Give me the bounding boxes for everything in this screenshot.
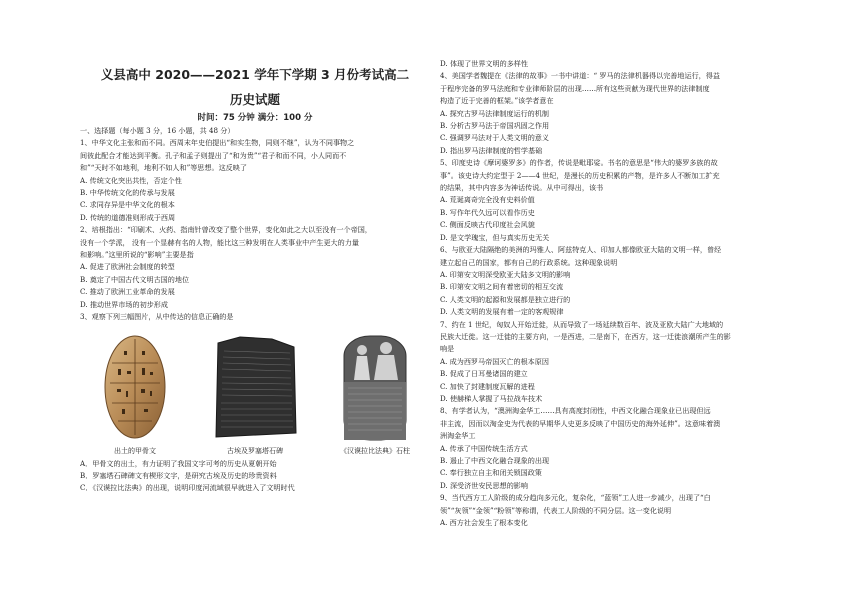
rosetta-stone-figure <box>200 332 310 456</box>
text-line: 响是 <box>440 344 455 354</box>
text-line: 7、约在 1 世纪，匈奴人开始迁徙，从而导致了一场延续数百年、波及亚欧大陆广大地域的 <box>440 319 724 329</box>
text-line: 非主流，因而以淘金史为代表的早期华人史更多反映了中国历史的海外延伸”。这意味着澳 <box>440 418 721 428</box>
option-d: D. 传统的道德准则形成于西周 <box>80 212 176 222</box>
option-c: C. 求同存异是中华文化的根本 <box>80 200 175 210</box>
text-line: D. 指出罗马法律制度的哲学基础 <box>440 145 543 155</box>
option-d: D. 推动世界市场的初步形成 <box>80 299 168 309</box>
question-2 <box>80 224 430 311</box>
caption: 出土的甲骨文 <box>114 446 156 455</box>
option-b: B. 中华传统文化的传承与发展 <box>80 188 175 198</box>
text-line: C. 强调罗马法对于人类文明的意义 <box>440 133 549 143</box>
text-line: A. 荒诞离奇完全没有史料价值 <box>440 195 535 205</box>
text-line: C. 人类文明的起源和发展都是独立进行的 <box>440 294 571 304</box>
text-line: D. 是文学瑰宝，但与真实历史无关 <box>440 232 550 242</box>
option-b: B. 奠定了中国古代文明古国的地位 <box>80 274 190 284</box>
text-line: A. 西方社会发生了根本变化 <box>440 518 528 528</box>
text-line: A. 成为西罗马帝国灭亡的根本原因 <box>440 356 549 366</box>
text-line: D. 深受济世安民思想的影响 <box>440 480 528 490</box>
question-text: 2、培根指出：“印刷术、火药、指南针曾改变了整个世界，变化如此之大以至没有一个帝国， <box>80 225 372 235</box>
option-a: A. 促进了欧洲社会制度的转型 <box>80 262 175 272</box>
text-line: C. 加快了封建制度瓦解的进程 <box>440 381 535 391</box>
option-a: A. 传统文化突出共性，否定个性 <box>80 175 182 185</box>
option-c: C．《汉谟拉比法典》的出现，说明印度河流域很早就进入了文明时代 <box>80 483 295 493</box>
hammurabi-stele-figure <box>320 332 430 456</box>
text-line: 的结果，其中内容多为神话传说。从中可得出，该书 <box>440 183 604 193</box>
question-text: 没有一个学派， 没有一个显赫有名的人物，能比这三种发明在人类事业中产生更大的力量 <box>80 237 359 247</box>
text-line: D. 使赫梯人掌握了马拉战车技术 <box>440 393 543 403</box>
text-line: 构造了近于完善的框架。”该学者意在 <box>440 96 554 106</box>
exam-title: 义县高中 2020——2021 学年下学期 3 月份考试高二 <box>100 67 410 82</box>
text-line: 于程序完备的罗马法庭和专业律师阶层的出现……所有这些贡献为现代世界的法律制度 <box>440 83 710 93</box>
text-line: B. 印第安文明之间有着密切的相互交流 <box>440 282 564 292</box>
text-line: C. 奉行独立自主和闭关锁国政策 <box>440 468 542 478</box>
hammurabi-stele-image <box>320 332 430 442</box>
text-line: 4、美国学者魏提在《法律的故事》一书中讲道：“ 罗马的法律机器得以完善地运行，得益 <box>440 71 720 81</box>
caption: 古埃及罗塞塔石碑 <box>227 446 283 455</box>
image-row <box>80 332 430 456</box>
caption: 《汉谟拉比法典》石柱 <box>340 446 410 455</box>
text-line: 8、有学者认为，“澳洲淘金华工……具有高度封闭性，中西文化融合现象业已出现但远 <box>440 406 711 416</box>
question-1 <box>80 137 430 224</box>
section-heading: 一、选择题（每小题 3 分，16 小题，共 48 分） <box>80 126 235 135</box>
text-line: 洲淘金华工 <box>440 431 476 441</box>
text-line: A. 印第安文明深受欧亚大陆多文明的影响 <box>440 269 571 279</box>
text-line: 领”“灰领”“金领”“粉领”等称谓，代表工人阶级的不同分层。这一变化说明 <box>440 505 672 515</box>
question-text: 和影响。”这里所说的“影响”主要是指 <box>80 250 194 260</box>
text-line: 6、与欧亚大陆隔绝的美洲的玛雅人、阿兹特克人、印加人都像欧亚大陆的文明一样，曾经 <box>440 245 722 255</box>
question-text: 间彼此配合才能达到平衡。孔子和孟子则提出了“和为贵”“君子和而不同，小人同而不 <box>80 150 347 160</box>
text-line: B. 促成了日耳曼诸国的建立 <box>440 369 528 379</box>
question-text: 和”“天时不如地利，地利不如人和”等思想。这反映了 <box>80 163 247 173</box>
oracle-bone-image <box>80 332 190 442</box>
option-a: A．甲骨文的出土，有力证明了我国文字可考的历史从夏朝开始 <box>80 458 277 468</box>
text-line: A. 传承了中国传统生活方式 <box>440 443 528 453</box>
text-line: B. 遏止了中西文化融合现象的出现 <box>440 456 550 465</box>
text-line: 事”。该史诗大约定型于 2——4 世纪，是漫长的历史积累的产物，是许多人不断加工扩充 <box>440 170 720 180</box>
text-line: 5、印度史诗《摩诃婆罗多》的作者，传说是毗耶娑。书名的意思是“伟大的婆罗多族的故 <box>440 158 718 168</box>
question-text: 1、中华文化主张和而不同。西周末年史伯提出“和实生物，同则不继”，认为不同事物之 <box>80 138 355 148</box>
exam-subject: 历史试题 <box>229 92 280 107</box>
option-c: C. 推动了欧洲工业革命的发展 <box>80 287 175 297</box>
text-line: 民族大迁徙。这一迁徙的主要方向，一是西进，二是南下，在西方，这一迁徙浪潮所产生的影 <box>440 331 731 341</box>
text-line: D. 人类文明的发展有着一定的客观规律 <box>440 307 564 317</box>
text-line: B. 分析古罗马法于帝国巩固之作用 <box>440 121 550 131</box>
time-score: 时间：75 分钟 满分：100 分 <box>197 113 313 123</box>
left-column <box>80 0 430 495</box>
text-line: C. 侧面反映古代印度社会风貌 <box>440 220 535 230</box>
question-text: 3、观察下列三幅图片，从中传达的信息正确的是 <box>80 312 234 322</box>
rosetta-stone-image <box>200 332 310 442</box>
text-line: D. 体现了世界文明的多样性 <box>440 59 528 68</box>
text-line: 建立起自己的国家，都有自己的行政系统。这种现象说明 <box>440 257 618 267</box>
option-b: B．罗塞塔石碑碑文有楔形文字，是研究古埃及历史的珍贵资料 <box>80 470 277 480</box>
text-line: A. 探究古罗马法律制度运行的机制 <box>440 108 549 118</box>
text-line: B. 写作年代久远可以看作历史 <box>440 207 535 217</box>
right-column <box>440 58 785 529</box>
question-3 <box>80 311 430 495</box>
text-line: 9、当代西方工人阶级的成分趋向多元化，复杂化，“蓝领”工人进一步减少，出现了“白 <box>440 493 711 503</box>
oracle-bone-figure <box>80 332 190 456</box>
